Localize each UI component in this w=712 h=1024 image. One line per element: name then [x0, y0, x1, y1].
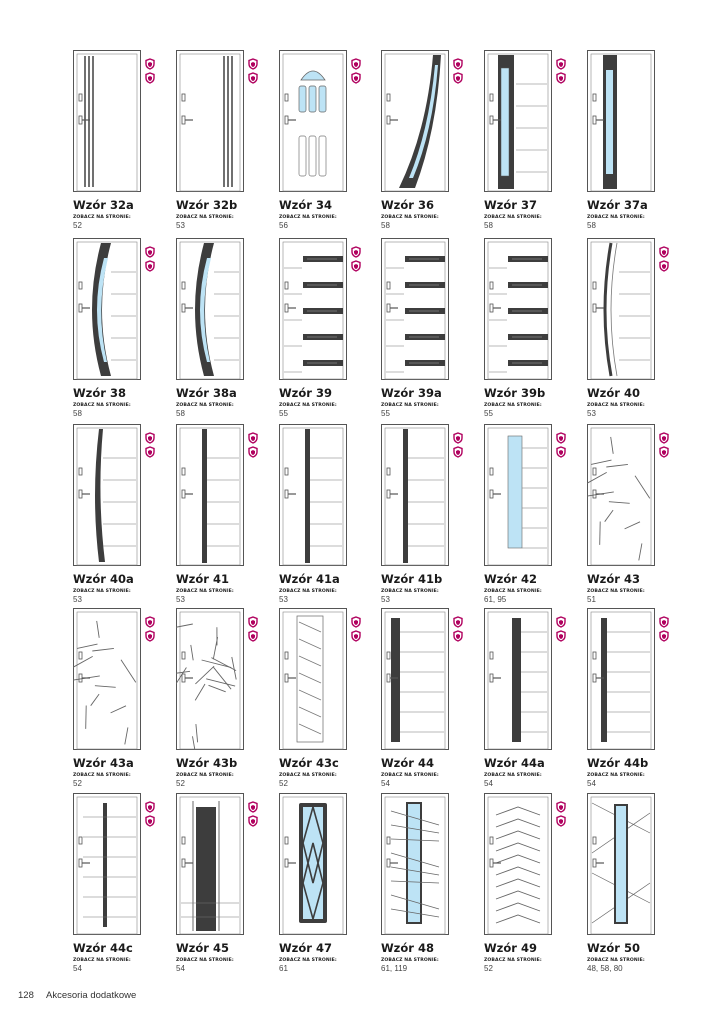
- shield-icon: [351, 246, 361, 258]
- footer-section: Akcesoria dodatkowe: [45, 990, 137, 1001]
- shield-icon: [556, 630, 566, 642]
- door-model-name: Wzór 39: [279, 386, 332, 400]
- security-badges: [453, 58, 463, 86]
- shield-icon: [453, 432, 463, 444]
- shield-icon: [556, 446, 566, 458]
- page-references: 53: [279, 595, 288, 604]
- shield-icon: [145, 630, 155, 642]
- page-references: 51: [587, 595, 596, 604]
- security-badges: [556, 801, 566, 829]
- shield-icon: [453, 72, 463, 84]
- door-illustration: [484, 238, 552, 380]
- door-illustration: [176, 238, 244, 380]
- shield-icon: [351, 616, 361, 628]
- door-model-name: Wzór 48: [381, 941, 434, 955]
- shield-icon: [556, 801, 566, 813]
- shield-icon: [659, 260, 669, 272]
- shield-icon: [145, 246, 155, 258]
- see-page-label: ZOBACZ NA STRONIE:: [484, 589, 542, 594]
- page-references: 58: [176, 409, 185, 418]
- page-references: 48, 58, 80: [587, 964, 623, 973]
- security-badges: [453, 616, 463, 644]
- door-illustration: [587, 793, 655, 935]
- page-references: 54: [587, 779, 596, 788]
- door-model-name: Wzór 32b: [176, 198, 238, 212]
- security-badges: [248, 58, 258, 86]
- shield-icon: [248, 815, 258, 827]
- security-badges: [145, 616, 155, 644]
- security-badges: [659, 616, 669, 644]
- door-illustration: [279, 50, 347, 192]
- security-badges: [351, 58, 361, 86]
- see-page-label: ZOBACZ NA STRONIE:: [279, 773, 337, 778]
- door-model-name: Wzór 47: [279, 941, 332, 955]
- see-page-label: ZOBACZ NA STRONIE:: [381, 773, 439, 778]
- security-badges: [145, 432, 155, 460]
- door-model-name: Wzór 44a: [484, 756, 545, 770]
- see-page-label: ZOBACZ NA STRONIE:: [279, 958, 337, 963]
- page-references: 53: [176, 221, 185, 230]
- shield-icon: [556, 432, 566, 444]
- door-model-name: Wzór 43c: [279, 756, 339, 770]
- page-references: 54: [484, 779, 493, 788]
- door-illustration: [587, 50, 655, 192]
- door-model-name: Wzór 43b: [176, 756, 238, 770]
- door-illustration: [484, 424, 552, 566]
- door-model-name: Wzór 36: [381, 198, 434, 212]
- door-illustration: [484, 608, 552, 750]
- door-illustration: [484, 793, 552, 935]
- security-badges: [556, 58, 566, 86]
- security-badges: [556, 432, 566, 460]
- door-model-name: Wzór 39b: [484, 386, 546, 400]
- door-model-name: Wzór 49: [484, 941, 537, 955]
- door-model-name: Wzór 41b: [381, 572, 443, 586]
- door-model-name: Wzór 41: [176, 572, 229, 586]
- shield-icon: [556, 58, 566, 70]
- shield-icon: [145, 616, 155, 628]
- security-badges: [453, 432, 463, 460]
- see-page-label: ZOBACZ NA STRONIE:: [484, 403, 542, 408]
- shield-icon: [453, 446, 463, 458]
- see-page-label: ZOBACZ NA STRONIE:: [484, 215, 542, 220]
- door-illustration: [279, 793, 347, 935]
- door-illustration: [176, 424, 244, 566]
- security-badges: [659, 432, 669, 460]
- door-illustration: [279, 238, 347, 380]
- shield-icon: [145, 815, 155, 827]
- page-references: 53: [73, 595, 82, 604]
- see-page-label: ZOBACZ NA STRONIE:: [176, 589, 234, 594]
- see-page-label: ZOBACZ NA STRONIE:: [176, 773, 234, 778]
- door-model-name: Wzór 43: [587, 572, 640, 586]
- see-page-label: ZOBACZ NA STRONIE:: [279, 215, 337, 220]
- door-model-name: Wzór 45: [176, 941, 229, 955]
- shield-icon: [145, 446, 155, 458]
- shield-icon: [145, 260, 155, 272]
- shield-icon: [659, 630, 669, 642]
- door-model-name: Wzór 40a: [73, 572, 134, 586]
- shield-icon: [659, 616, 669, 628]
- see-page-label: ZOBACZ NA STRONIE:: [73, 773, 131, 778]
- door-model-name: Wzór 43a: [73, 756, 134, 770]
- page-references: 58: [484, 221, 493, 230]
- door-model-name: Wzór 37a: [587, 198, 648, 212]
- door-illustration: [176, 50, 244, 192]
- see-page-label: ZOBACZ NA STRONIE:: [381, 215, 439, 220]
- security-badges: [556, 616, 566, 644]
- page-footer: [18, 990, 146, 1001]
- page-references: 54: [381, 779, 390, 788]
- door-model-name: Wzór 40: [587, 386, 640, 400]
- see-page-label: ZOBACZ NA STRONIE:: [587, 215, 645, 220]
- door-illustration: [73, 424, 141, 566]
- security-badges: [248, 432, 258, 460]
- page-references: 54: [73, 964, 82, 973]
- see-page-label: ZOBACZ NA STRONIE:: [381, 958, 439, 963]
- shield-icon: [556, 616, 566, 628]
- page-references: 52: [484, 964, 493, 973]
- see-page-label: ZOBACZ NA STRONIE:: [73, 403, 131, 408]
- security-badges: [248, 801, 258, 829]
- door-illustration: [381, 50, 449, 192]
- shield-icon: [145, 72, 155, 84]
- shield-icon: [248, 432, 258, 444]
- page-references: 56: [279, 221, 288, 230]
- door-illustration: [484, 50, 552, 192]
- see-page-label: ZOBACZ NA STRONIE:: [587, 589, 645, 594]
- door-illustration: [73, 793, 141, 935]
- see-page-label: ZOBACZ NA STRONIE:: [484, 958, 542, 963]
- door-model-name: Wzór 34: [279, 198, 332, 212]
- page-references: 53: [176, 595, 185, 604]
- door-model-name: Wzór 41a: [279, 572, 340, 586]
- door-illustration: [381, 608, 449, 750]
- page-references: 61, 119: [381, 964, 408, 973]
- security-badges: [145, 801, 155, 829]
- shield-icon: [145, 801, 155, 813]
- shield-icon: [453, 630, 463, 642]
- door-model-name: Wzór 38: [73, 386, 126, 400]
- page-references: 53: [587, 409, 596, 418]
- door-model-name: Wzór 32a: [73, 198, 134, 212]
- security-badges: [351, 246, 361, 274]
- shield-icon: [659, 432, 669, 444]
- page-references: 55: [381, 409, 390, 418]
- see-page-label: ZOBACZ NA STRONIE:: [176, 403, 234, 408]
- security-badges: [145, 58, 155, 86]
- security-badges: [248, 616, 258, 644]
- door-illustration: [381, 793, 449, 935]
- door-illustration: [381, 238, 449, 380]
- shield-icon: [248, 616, 258, 628]
- page-references: 58: [381, 221, 390, 230]
- shield-icon: [351, 72, 361, 84]
- door-illustration: [587, 424, 655, 566]
- shield-icon: [248, 630, 258, 642]
- shield-icon: [248, 801, 258, 813]
- page-references: 61: [279, 964, 288, 973]
- door-illustration: [279, 608, 347, 750]
- see-page-label: ZOBACZ NA STRONIE:: [73, 589, 131, 594]
- page-references: 55: [484, 409, 493, 418]
- door-illustration: [587, 238, 655, 380]
- shield-icon: [556, 72, 566, 84]
- see-page-label: ZOBACZ NA STRONIE:: [73, 958, 131, 963]
- see-page-label: ZOBACZ NA STRONIE:: [279, 403, 337, 408]
- door-model-name: Wzór 50: [587, 941, 640, 955]
- see-page-label: ZOBACZ NA STRONIE:: [279, 589, 337, 594]
- door-illustration: [176, 608, 244, 750]
- see-page-label: ZOBACZ NA STRONIE:: [381, 589, 439, 594]
- page-references: 58: [73, 409, 82, 418]
- shield-icon: [453, 58, 463, 70]
- shield-icon: [659, 246, 669, 258]
- see-page-label: ZOBACZ NA STRONIE:: [73, 215, 131, 220]
- page-references: 53: [381, 595, 390, 604]
- door-illustration: [279, 424, 347, 566]
- page-number: 128: [18, 990, 34, 1001]
- shield-icon: [248, 58, 258, 70]
- door-model-name: Wzór 44c: [73, 941, 133, 955]
- see-page-label: ZOBACZ NA STRONIE:: [381, 403, 439, 408]
- see-page-label: ZOBACZ NA STRONIE:: [176, 958, 234, 963]
- page-references: 54: [176, 964, 185, 973]
- door-illustration: [73, 50, 141, 192]
- door-illustration: [587, 608, 655, 750]
- page-references: 55: [279, 409, 288, 418]
- page-references: 58: [587, 221, 596, 230]
- see-page-label: ZOBACZ NA STRONIE:: [587, 958, 645, 963]
- shield-icon: [351, 58, 361, 70]
- door-model-name: Wzór 42: [484, 572, 537, 586]
- shield-icon: [145, 58, 155, 70]
- shield-icon: [453, 616, 463, 628]
- door-illustration: [176, 793, 244, 935]
- door-model-name: Wzór 44: [381, 756, 434, 770]
- door-illustration: [73, 608, 141, 750]
- security-badges: [659, 246, 669, 274]
- shield-icon: [145, 432, 155, 444]
- see-page-label: ZOBACZ NA STRONIE:: [484, 773, 542, 778]
- door-model-name: Wzór 39a: [381, 386, 442, 400]
- see-page-label: ZOBACZ NA STRONIE:: [587, 773, 645, 778]
- door-model-name: Wzór 37: [484, 198, 537, 212]
- shield-icon: [248, 446, 258, 458]
- door-illustration: [381, 424, 449, 566]
- see-page-label: ZOBACZ NA STRONIE:: [587, 403, 645, 408]
- door-model-name: Wzór 44b: [587, 756, 649, 770]
- security-badges: [351, 616, 361, 644]
- shield-icon: [556, 815, 566, 827]
- shield-icon: [351, 260, 361, 272]
- door-model-name: Wzór 38a: [176, 386, 237, 400]
- page-references: 52: [176, 779, 185, 788]
- door-illustration: [73, 238, 141, 380]
- shield-icon: [659, 446, 669, 458]
- page-references: 52: [73, 779, 82, 788]
- page-references: 52: [279, 779, 288, 788]
- shield-icon: [351, 630, 361, 642]
- security-badges: [145, 246, 155, 274]
- page-references: 61, 95: [484, 595, 507, 604]
- page-references: 52: [73, 221, 82, 230]
- shield-icon: [248, 72, 258, 84]
- see-page-label: ZOBACZ NA STRONIE:: [176, 215, 234, 220]
